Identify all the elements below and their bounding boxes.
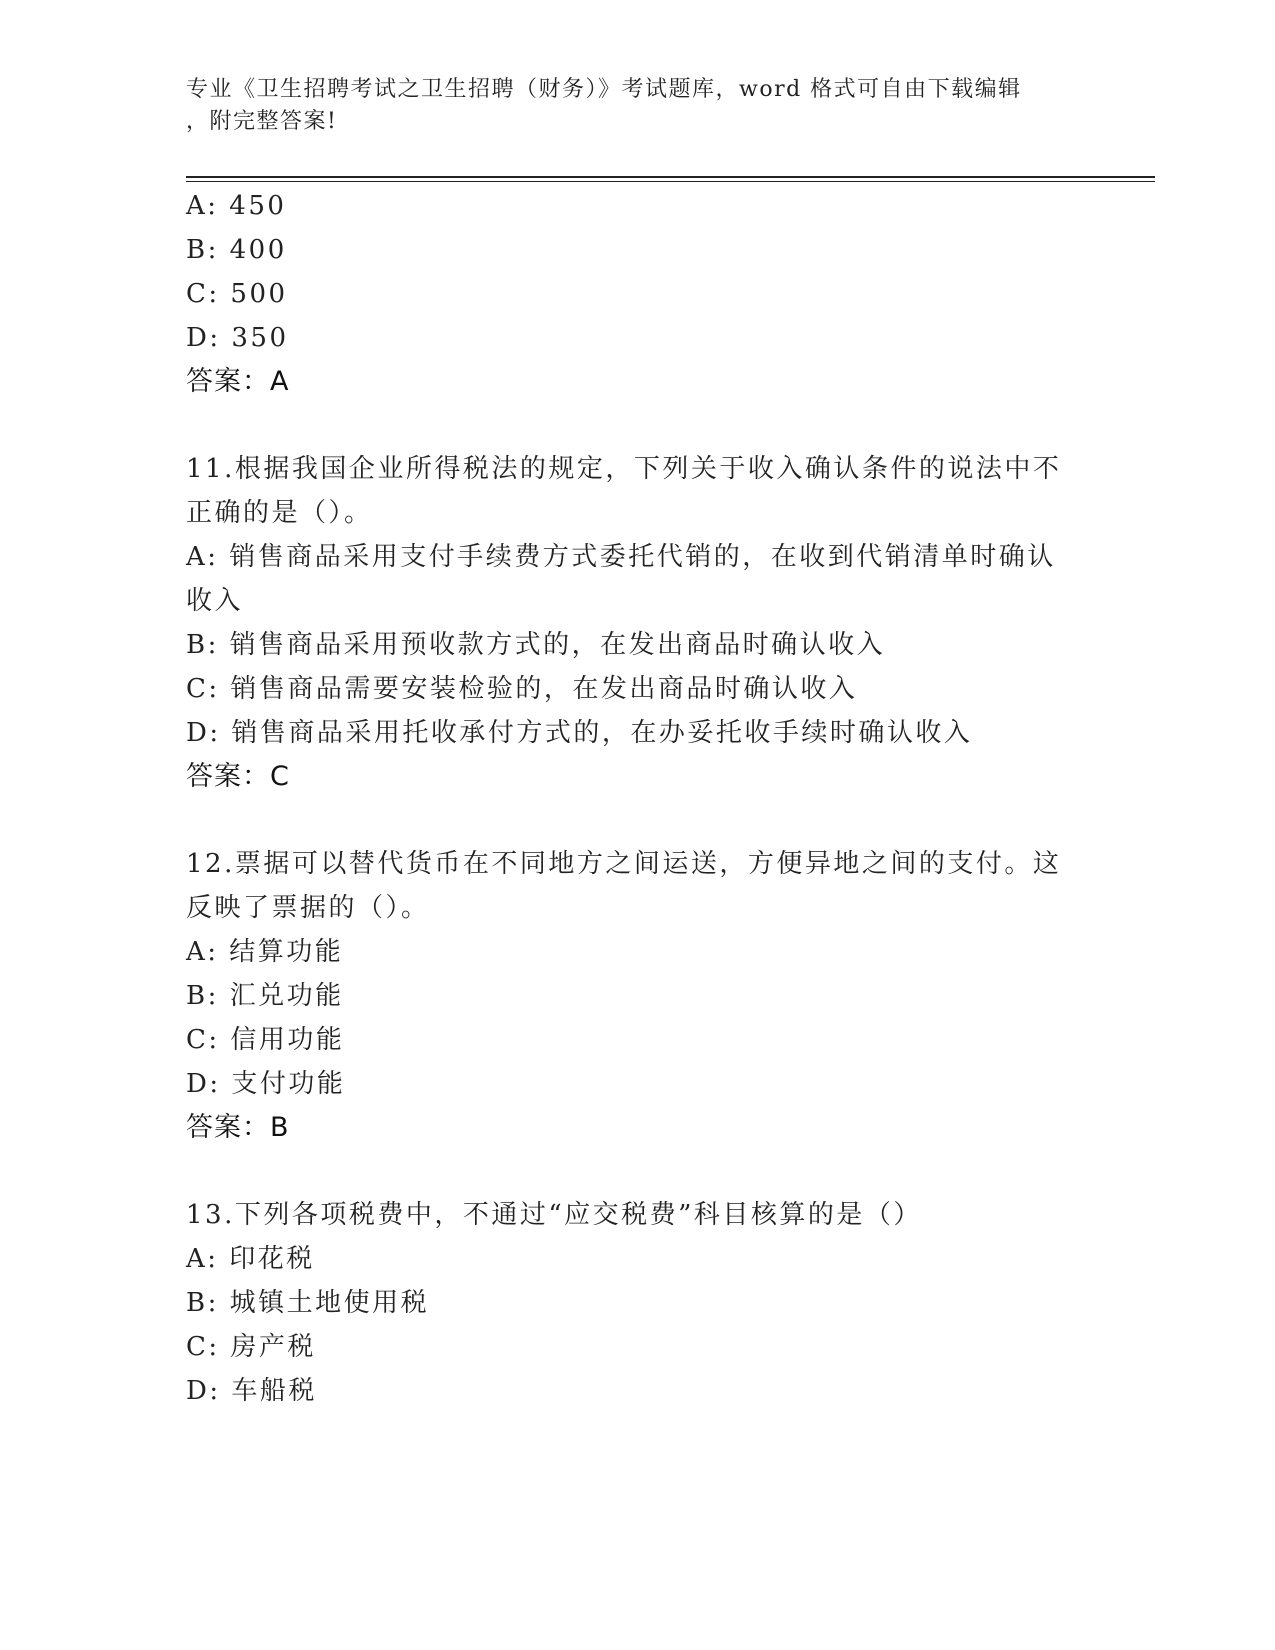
q13-option-d: D: 车船税 (186, 1376, 317, 1406)
q13-stem-line1: 13.下列各项税费中，不通过“应交税费”科目核算的是（） (186, 1200, 922, 1230)
q10-option-b: B: 400 (186, 235, 287, 265)
q11-stem-line2: 正确的是（）。 (186, 498, 373, 528)
q12-stem-line2: 反映了票据的（）。 (186, 893, 430, 923)
q13-option-c: C: 房产税 (186, 1332, 316, 1362)
q11-option-a-cont: 收入 (186, 586, 244, 616)
q12-stem-line1: 12.票据可以替代货币在不同地方之间运送，方便异地之间的支付。这 (186, 849, 1062, 879)
q11-option-c: C: 销售商品需要安装检验的，在发出商品时确认收入 (186, 674, 858, 704)
q11-option-d: D: 销售商品采用托收承付方式的，在办妥托收手续时确认收入 (186, 718, 973, 748)
q12-option-b: B: 汇兑功能 (186, 981, 344, 1011)
header-title-line1: 专业《卫生招聘考试之卫生招聘（财务）》考试题库，word 格式可自由下载编辑 (186, 77, 1022, 102)
q11-answer: 答案：C (186, 761, 290, 792)
q10-option-d: D: 350 (186, 323, 289, 353)
q11-option-a: A: 销售商品采用支付手续费方式委托代销的，在收到代销清单时确认 (186, 542, 1056, 572)
q13-option-b: B: 城镇土地使用税 (186, 1288, 430, 1318)
q12-answer: 答案：B (186, 1112, 290, 1143)
q11-option-b: B: 销售商品采用预收款方式的，在发出商品时确认收入 (186, 630, 886, 660)
header-divider-thin (186, 181, 1155, 182)
q11-stem-line1: 11.根据我国企业所得税法的规定，下列关于收入确认条件的说法中不 (186, 454, 1062, 484)
q10-answer: 答案：A (186, 366, 290, 397)
q12-option-a: A: 结算功能 (186, 937, 344, 967)
document-header (186, 74, 1066, 138)
q10-option-c: C: 500 (186, 279, 288, 309)
header-title-line2: ，附完整答案! (186, 109, 338, 134)
header-divider-thick (186, 176, 1155, 178)
q10-option-a: A: 450 (186, 191, 287, 221)
q13-option-a: A: 印花税 (186, 1244, 315, 1274)
q12-option-c: C: 信用功能 (186, 1025, 345, 1055)
q12-option-d: D: 支付功能 (186, 1069, 346, 1099)
